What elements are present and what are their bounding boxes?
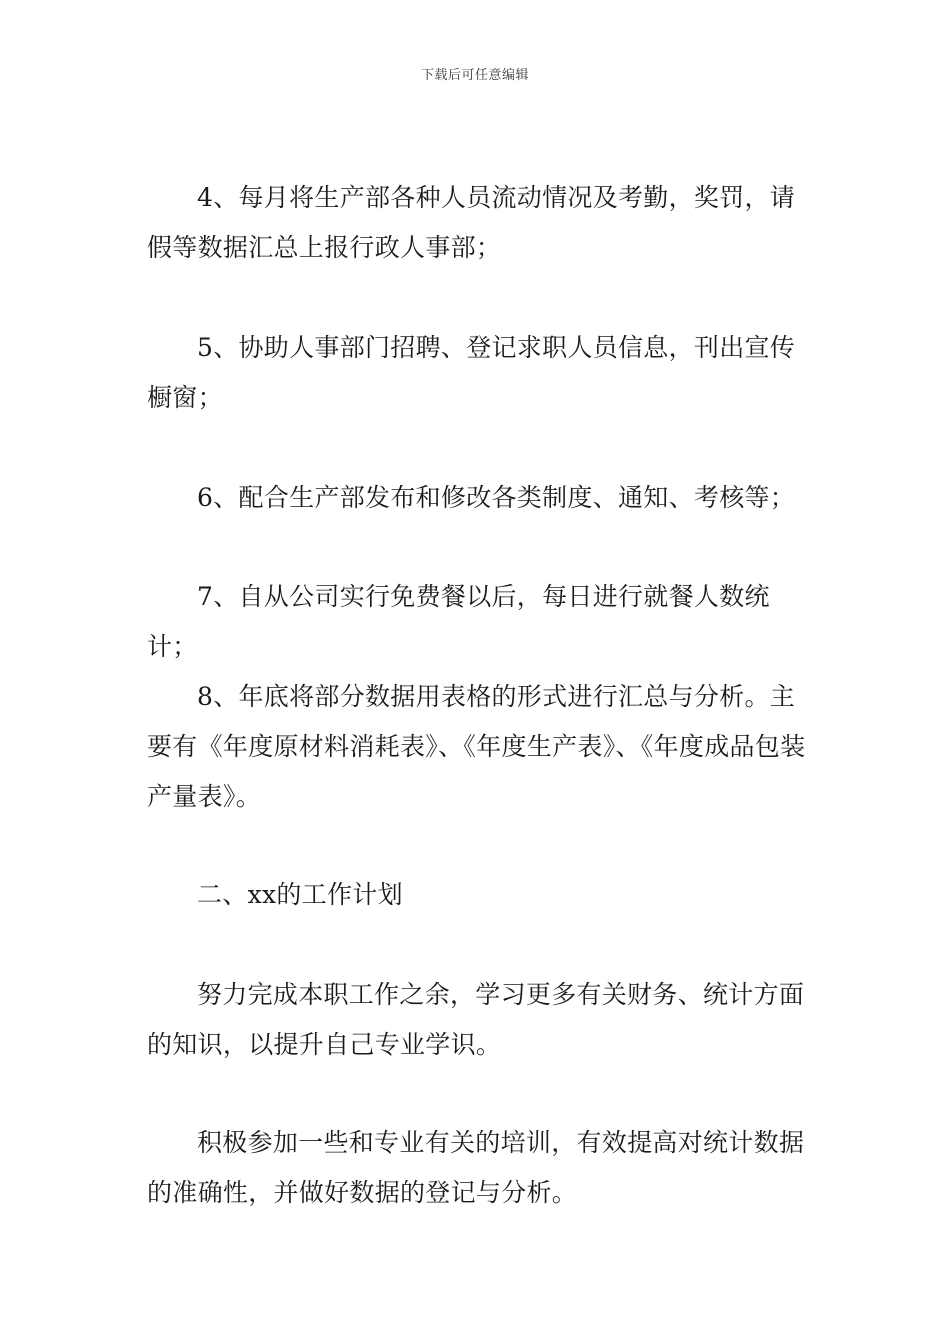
section-heading: 二、xx的工作计划 (197, 880, 403, 909)
paragraph-item-5: 5、协助人事部门招聘、登记求职人员信息，刊出宣传橱窗； (147, 333, 796, 412)
paragraph-plan-1: 努力完成本职工作之余，学习更多有关财务、统计方面的知识，以提升自己专业学识。 (147, 980, 805, 1059)
paragraph-item-8: 8、年底将部分数据用表格的形式进行汇总与分析。主要有《年度原材料消耗表》、《年度生产表》、《年度成品包装产量表》。 (147, 682, 806, 811)
paragraph-item-6: 6、配合生产部发布和修改各类制度、通知、考核等； (197, 483, 796, 512)
paragraph-item-4: 4、每月将生产部各种人员流动情况及考勤，奖罚，请假等数据汇总上报行政人事部； (147, 183, 796, 262)
page-header: 下载后可任意编辑 (420, 68, 529, 83)
paragraph-item-7: 7、自从公司实行免费餐以后，每日进行就餐人数统计； (147, 582, 770, 661)
paragraph-plan-2: 积极参加一些和专业有关的培训，有效提高对统计数据的准确性，并做好数据的登记与分析。 (147, 1128, 805, 1207)
